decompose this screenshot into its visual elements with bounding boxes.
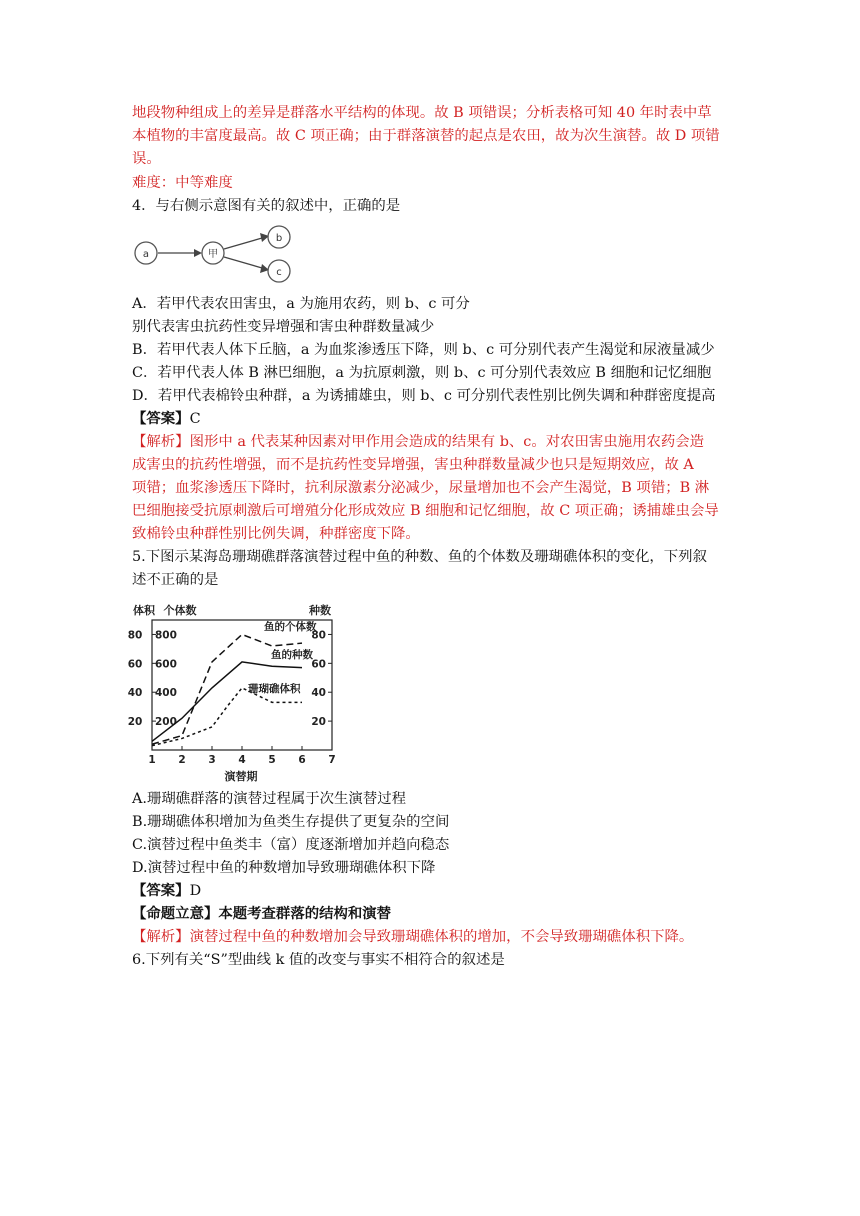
prev-explanation-line-3: 误。 [132, 151, 161, 167]
node-c-label: c [276, 267, 282, 278]
left-inner-tick-label: 800 [155, 629, 177, 642]
q4-explanation-text-1: 图形中 a 代表某种因素对甲作用会造成的结果有 b、c。对农田害虫施用农药会造 [189, 434, 705, 450]
x-tick-label: 6 [298, 754, 306, 766]
left-outer-tick-label: 60 [127, 658, 143, 671]
q5-intent-text: 本题考查群落的结构和演替 [218, 905, 392, 922]
node-a-label: a [142, 249, 150, 260]
left-inner-axis-title: 个体数 [163, 604, 197, 617]
q4-explanation-label: 【解析】 [132, 434, 190, 450]
q4-explanation-line-5: 致棉铃虫种群性别比例失调，种群密度下降。 [132, 526, 420, 542]
x-axis-title: 演替期 [224, 770, 258, 783]
arrowhead-a [194, 249, 202, 257]
q4-explanation-line-3: 项错；血浆渗透压下降时，抗利尿激素分泌减少，尿量增加也不会产生渴觉，B 项错；B 淋 [132, 480, 710, 496]
x-tick-label: 7 [328, 754, 336, 766]
q5-answer [132, 880, 201, 902]
q4-answer [132, 408, 201, 430]
x-tick-label: 1 [148, 754, 156, 766]
q4-option-d: D．若甲代表棉铃虫种群，a 为诱捕雄虫，则 b、c 可分别代表性别比例失调和种群密度提高 [132, 388, 716, 404]
right-tick-label: 60 [311, 658, 326, 671]
q5-option-a: A.珊瑚礁群落的演替过程属于次生演替过程 [132, 791, 406, 807]
q4-explanation-line-2: 成害虫的抗药性增强，而不是抗药性变异增强，害虫种群数量减少也只是短期效应，故 A [132, 457, 694, 473]
prev-explanation-line-1: 地段物种组成上的差异是群落水平结构的体现。故 B 项错误；分析表格可知 40 年时表中草 [132, 105, 712, 121]
label-fish-species: 鱼的种数 [271, 649, 313, 661]
plot-frame [152, 620, 332, 750]
q4-option-b: B．若甲代表人体下丘脑，a 为血浆渗透压下降，则 b、c 可分别代表产生渴觉和尿液量减少 [132, 342, 715, 358]
arrow-jia-to-c [224, 257, 262, 268]
left-outer-tick-label: 80 [127, 629, 143, 642]
q5-explanation-label: 【解析】 [132, 929, 190, 945]
q5-intent-label: 【命题立意】 [132, 905, 219, 922]
q5-explanation-text: 演替过程中鱼的种数增加会导致珊瑚礁体积的增加，不会导致珊瑚礁体积下降。 [189, 929, 694, 945]
difficulty: 难度：中等难度 [132, 175, 233, 191]
label-reef-volume: 珊瑚礁体积 [248, 683, 301, 695]
left-inner-tick-label: 400 [155, 687, 177, 700]
q5-explanation [132, 926, 693, 948]
series-line-2 [152, 662, 302, 741]
x-tick-label: 3 [208, 754, 216, 766]
q5-intent [132, 903, 391, 925]
prev-explanation-line-2: 本植物的丰富度最高。故 C 项正确；由于群落演替的起点是农田，故为次生演替。故 D 项错 [132, 128, 720, 144]
q4-option-c: C．若甲代表人体 B 淋巴细胞，a 为抗原刺激，则 b、c 可分别代表效应 B 细胞和记忆细胞 [132, 365, 712, 381]
q4-explanation-line-1 [132, 431, 704, 453]
node-b-label: b [275, 233, 283, 244]
right-tick-label: 40 [311, 687, 326, 700]
q5-option-c: C.演替过程中鱼类丰（富）度逐渐增加并趋向稳态 [132, 837, 450, 853]
q5-stem-line-1: 5.下图示某海岛珊瑚礁群落演替过程中鱼的种数、鱼的个体数及珊瑚礁体积的变化，下列叙 [132, 549, 707, 565]
q5-stem-line-2: 述不正确的是 [132, 572, 219, 588]
right-tick-label: 20 [311, 716, 326, 729]
q5-answer-value: D [189, 883, 202, 899]
node-jia-label: 甲 [208, 249, 218, 260]
left-outer-axis-title: 体积 [133, 604, 155, 617]
x-tick-label: 2 [178, 754, 186, 766]
left-inner-tick-label: 200 [155, 716, 177, 729]
q5-option-d: D.演替过程中鱼的种数增加导致珊瑚礁体积下降 [132, 860, 436, 876]
left-inner-tick-label: 600 [155, 658, 177, 671]
q4-stem: 4．与右侧示意图有关的叙述中，正确的是 [132, 198, 401, 214]
left-outer-tick-label: 40 [127, 687, 143, 700]
q4-option-a-line-2: 别代表害虫抗药性变异增强和害虫种群数量减少 [132, 319, 435, 335]
q5-answer-label: 【答案】 [132, 882, 190, 899]
x-tick-label: 4 [238, 754, 246, 766]
x-tick-label: 5 [268, 754, 276, 766]
label-fish-individuals: 鱼的个体数 [264, 621, 317, 633]
q4-answer-label: 【答案】 [132, 410, 190, 427]
left-outer-tick-label: 20 [127, 716, 143, 729]
q5-option-b: B.珊瑚礁体积增加为鱼类生存提供了更复杂的空间 [132, 814, 450, 830]
arrow-jia-to-b [224, 238, 262, 249]
q4-diagram [132, 223, 302, 289]
q4-answer-value: C [189, 411, 201, 427]
succession-chart [124, 598, 364, 784]
right-tick-label: 80 [311, 629, 326, 642]
q4-explanation-line-4: 巴细胞接受抗原刺激后可增殖分化形成效应 B 细胞和记忆细胞，故 C 项正确；诱捕雄虫会导 [132, 503, 719, 519]
q6-stem: 6.下列有关“S”型曲线 k 值的改变与事实不相符合的叙述是 [132, 952, 505, 968]
q4-option-a-line-1: A．若甲代表农田害虫，a 为施用农药，则 b、c 可分 [132, 296, 470, 312]
right-axis-title: 种数 [309, 604, 331, 617]
